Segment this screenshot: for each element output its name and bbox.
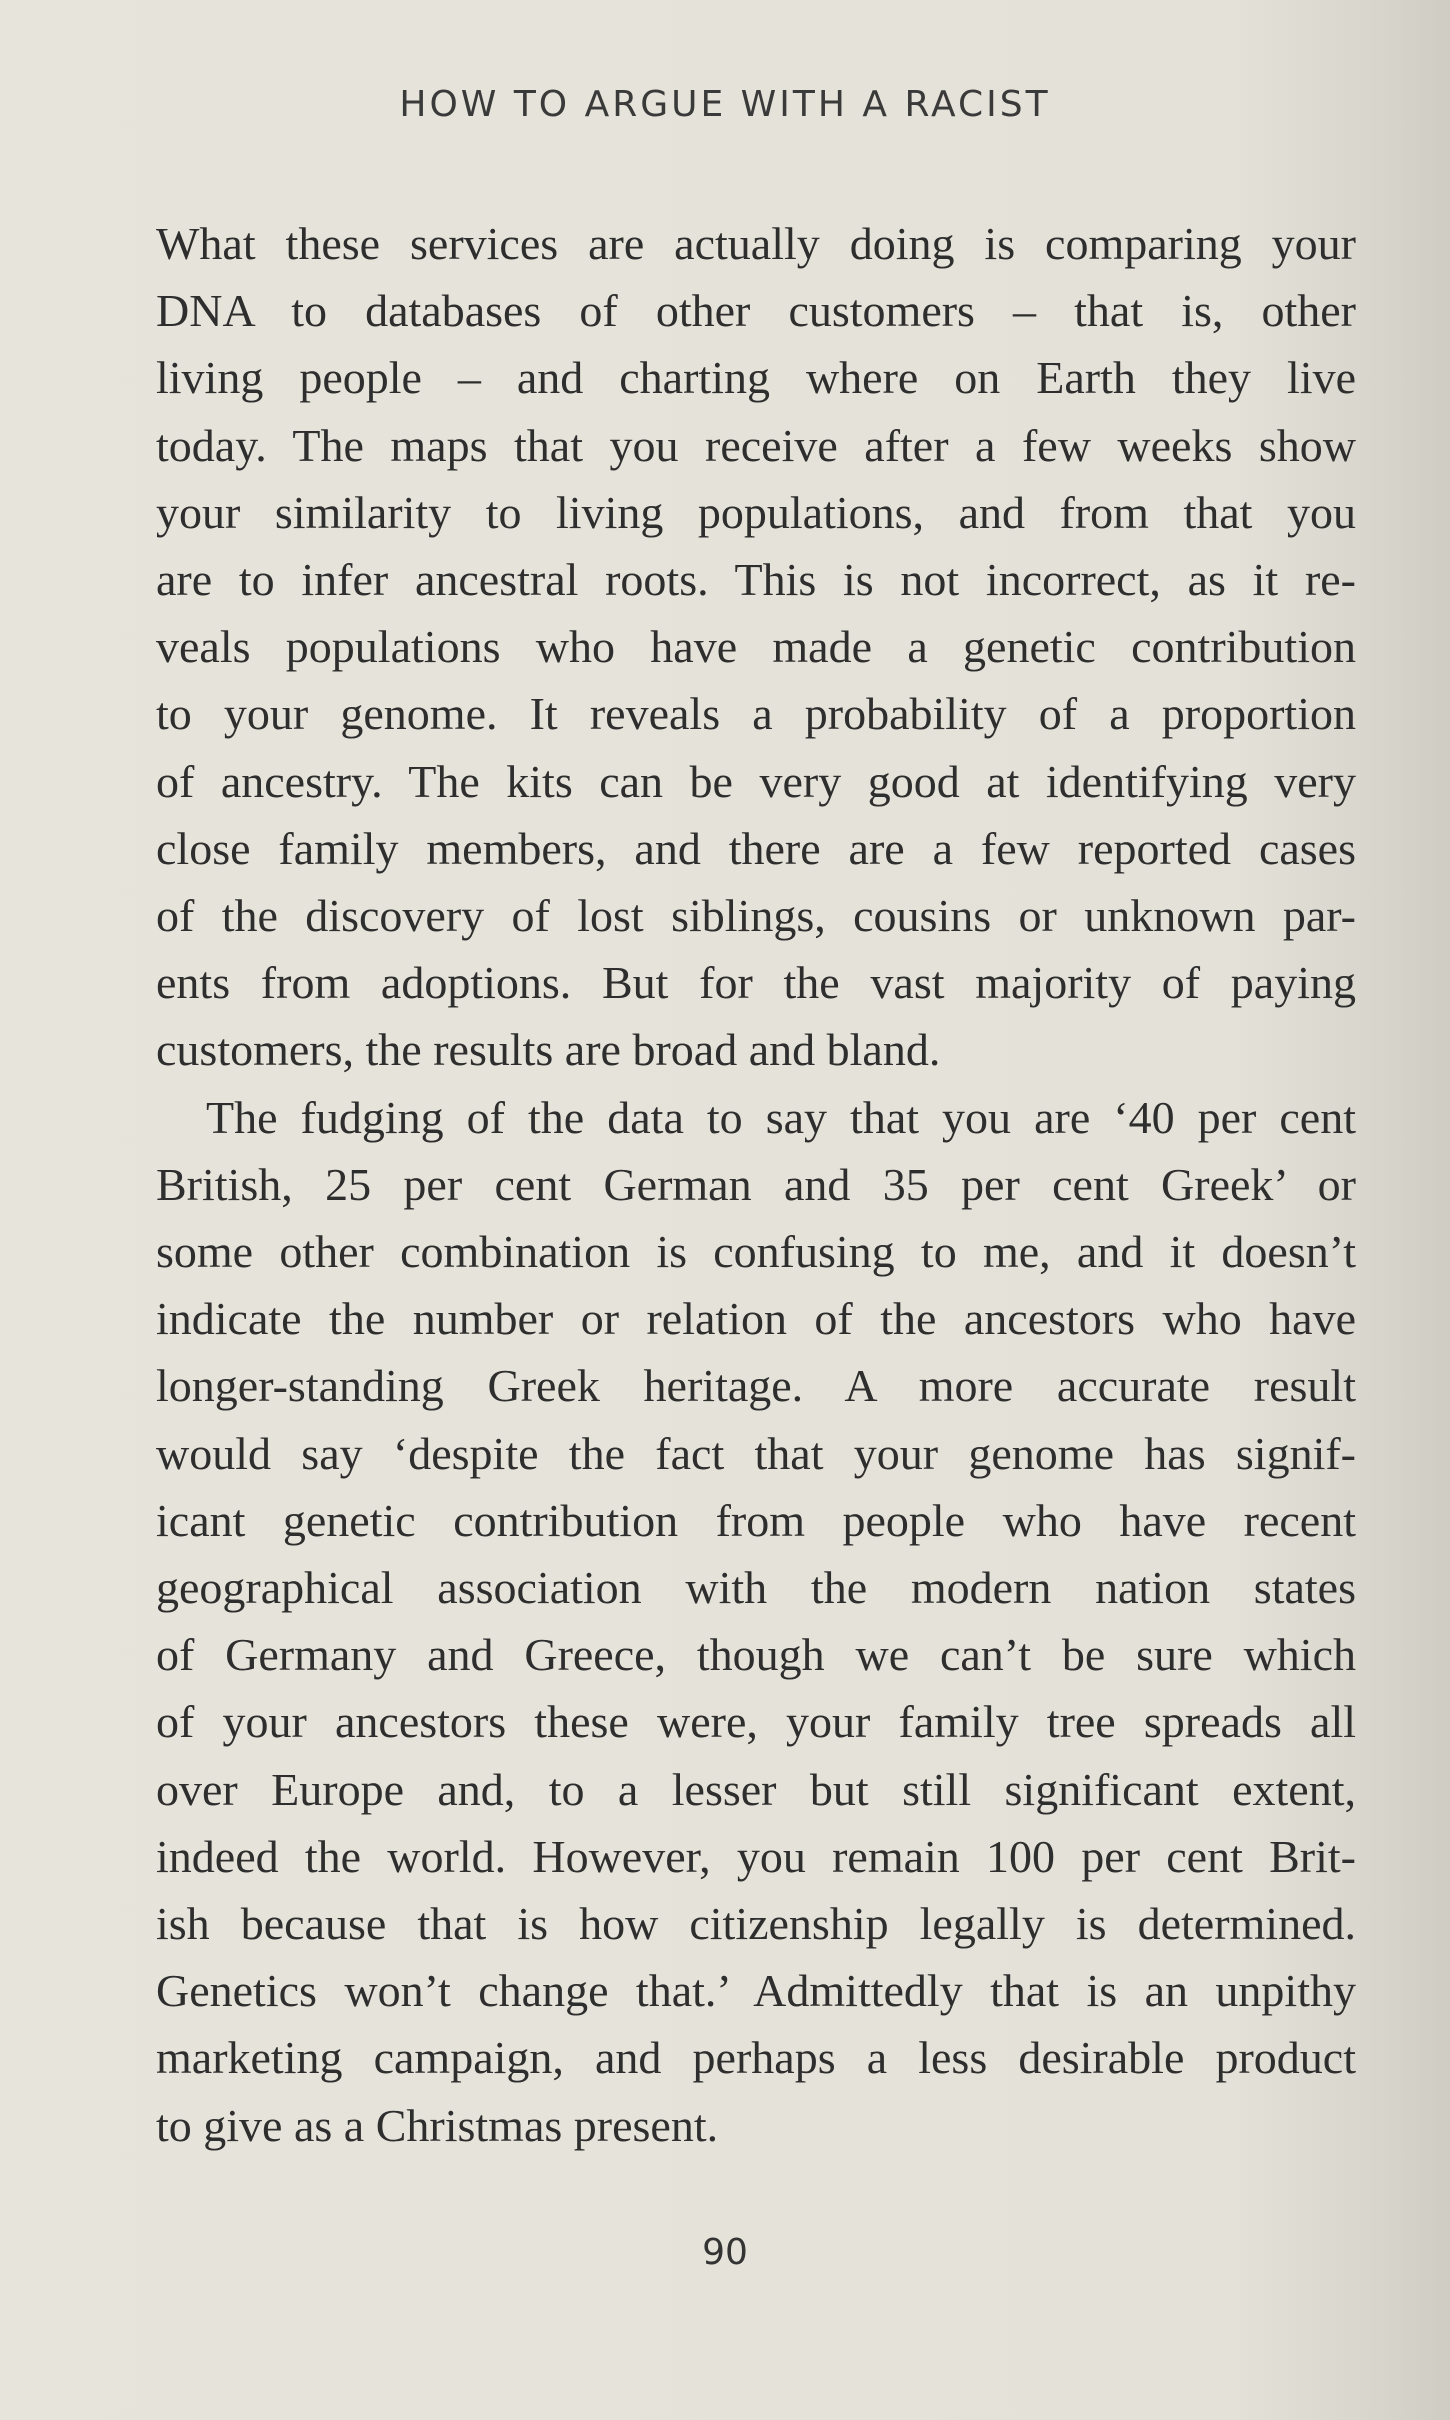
text-line: living people – and charting where on Earth they live	[156, 352, 1356, 404]
text-line: icant genetic contribution from people who have recent	[156, 1494, 1356, 1546]
text-line: your similarity to living populations, and from that you	[156, 486, 1356, 538]
text-line: are to infer ancestral roots. This is not incorrect, as it re-	[156, 554, 1356, 606]
text-line: DNA to databases of other customers – that is, other	[156, 285, 1356, 337]
body-text	[156, 210, 1356, 2159]
text-line: longer-standing Greek heritage. A more accurate result	[156, 1360, 1356, 1412]
text-line: over Europe and, to a lesser but still significant extent,	[156, 1763, 1356, 1815]
text-line: to give as a Christmas present.	[156, 2099, 719, 2151]
running-head: HOW TO ARGUE WITH A RACIST	[399, 84, 1051, 125]
paragraph-1	[156, 210, 1356, 1084]
text-line: The fudging of the data to say that you are ‘40 per cent	[206, 1091, 1356, 1143]
text-line: indicate the number or relation of the ancestors who have	[156, 1293, 1356, 1345]
text-line: marketing campaign, and perhaps a less desirable product	[156, 2032, 1356, 2084]
text-line: close family members, and there are a few reported cases	[156, 822, 1356, 874]
text-line: some other combination is confusing to me, and it doesn’t	[156, 1226, 1356, 1278]
text-line: geographical association with the modern nation states	[156, 1562, 1356, 1614]
text-line: British, 25 per cent German and 35 per cent Greek’ or	[156, 1158, 1356, 1210]
text-line: today. The maps that you receive after a few weeks show	[156, 419, 1356, 471]
text-line: indeed the world. However, you remain 100 per cent Brit-	[156, 1830, 1356, 1882]
text-line: veals populations who have made a genetic contribution	[156, 621, 1356, 673]
text-line: Genetics won’t change that.’ Admittedly that is an unpithy	[156, 1965, 1356, 2017]
text-line: to your genome. It reveals a probability of a proportion	[156, 688, 1356, 740]
text-line: What these services are actually doing is comparing your	[156, 218, 1356, 269]
text-line: ents from adoptions. But for the vast majority of paying	[156, 957, 1356, 1009]
paragraph-2	[156, 1084, 1356, 2159]
text-line: ish because that is how citizenship legally is determined.	[156, 1898, 1356, 1950]
page-number: 90	[702, 2232, 748, 2273]
text-line: of Germany and Greece, though we can’t be sure which	[156, 1629, 1356, 1681]
text-line: would say ‘despite the fact that your genome has signif-	[156, 1427, 1356, 1479]
text-line: of ancestry. The kits can be very good at identifying very	[156, 755, 1356, 807]
text-line: of your ancestors these were, your family tree spreads all	[156, 1696, 1356, 1748]
text-line: customers, the results are broad and bland.	[156, 1024, 941, 1076]
text-line: of the discovery of lost siblings, cousins or unknown par-	[156, 890, 1356, 942]
